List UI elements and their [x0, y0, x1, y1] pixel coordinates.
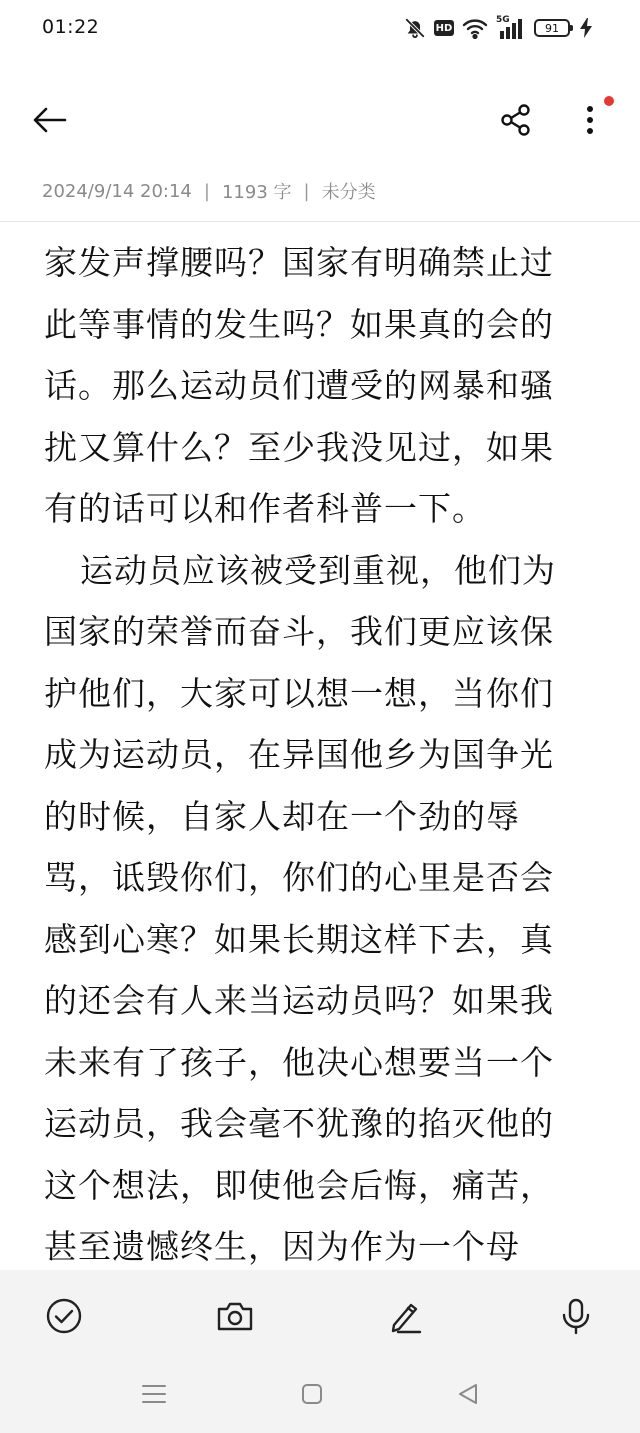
battery-level: 91 [545, 21, 559, 35]
note-body[interactable] [44, 232, 604, 1272]
text-line: 骂，诋毁你们，你们的心里是否会 [44, 858, 554, 897]
status-icons [404, 14, 592, 42]
text-line: 扰又算什么？至少我没见过，如果 [44, 427, 554, 467]
charging-icon [580, 18, 592, 38]
note-category[interactable]: 未分类 [321, 182, 376, 203]
checklist-icon [45, 1297, 83, 1335]
text-line: 成为运动员，在异国他乡为国争光 [44, 735, 554, 774]
pen-icon [386, 1297, 424, 1335]
text-line: 这个想法，即使他会后悔，痛苦， [44, 1165, 554, 1205]
back-button[interactable] [26, 98, 74, 142]
home-button[interactable] [292, 1376, 332, 1412]
bottom-panel [0, 1270, 640, 1433]
status-time: 01:22 [42, 16, 100, 38]
signal-5g-icon [496, 17, 526, 39]
text-line: 家发声撑腰吗？国家有明确禁止过 [44, 243, 554, 282]
hd-label: HD [435, 22, 453, 34]
wifi-icon [462, 17, 488, 39]
text-line: 话。那么运动员们遭受的网暴和骚 [44, 366, 554, 405]
text-line: 的还会有人来当运动员吗？如果我 [44, 981, 554, 1020]
note-toolbar [0, 88, 640, 152]
voice-input-button[interactable] [552, 1292, 600, 1340]
system-nav-bar [0, 1354, 640, 1433]
text-line: 运动员，我会毫不犹豫的掐灭他的 [44, 1104, 554, 1143]
back-triangle-icon [456, 1382, 480, 1406]
notification-dot [604, 96, 614, 106]
more-options-button[interactable] [570, 98, 610, 142]
system-back-button[interactable] [448, 1376, 488, 1412]
note-char-count: 1193 字 [221, 182, 292, 203]
back-arrow-icon [32, 106, 68, 134]
text-line: 有的话可以和作者科普一下。 [44, 489, 486, 528]
meta-separator: | [303, 180, 310, 202]
note-datetime: 2024/9/14 20:14 [42, 180, 192, 202]
text-line: 未来有了孩子，他决心想要当一个 [44, 1042, 554, 1082]
meta-separator: | [203, 180, 210, 202]
header-divider [0, 221, 640, 222]
checklist-button[interactable] [40, 1292, 88, 1340]
share-button[interactable] [494, 98, 538, 142]
camera-icon [216, 1299, 254, 1333]
microphone-icon [559, 1297, 593, 1335]
home-square-icon [300, 1382, 324, 1406]
text-line: 运动员应该被受到重视，他们为 [80, 550, 556, 590]
draw-button[interactable] [381, 1292, 429, 1340]
text-line: 此等事情的发生吗？如果真的会的 [44, 304, 554, 344]
text-line: 感到心寒？如果长期这样下去，真 [44, 919, 554, 959]
status-bar [0, 0, 640, 56]
text-line: 甚至遗憾终生，因为作为一个母 [44, 1227, 520, 1266]
text-line: 的时候，自家人却在一个劲的辱 [44, 796, 520, 836]
hd-icon [434, 20, 454, 36]
text-line: 国家的荣誉而奋斗，我们更应该保 [44, 612, 554, 651]
camera-button[interactable] [211, 1292, 259, 1340]
battery-icon [534, 19, 570, 37]
share-icon [499, 103, 533, 137]
recent-apps-button[interactable] [134, 1376, 174, 1412]
mute-bell-icon [404, 17, 426, 39]
more-vertical-icon [586, 105, 594, 135]
text-line: 护他们，大家可以想一想，当你们 [44, 673, 554, 713]
note-meta [42, 177, 376, 205]
network-label: 5G [496, 15, 510, 25]
menu-lines-icon [141, 1383, 167, 1405]
